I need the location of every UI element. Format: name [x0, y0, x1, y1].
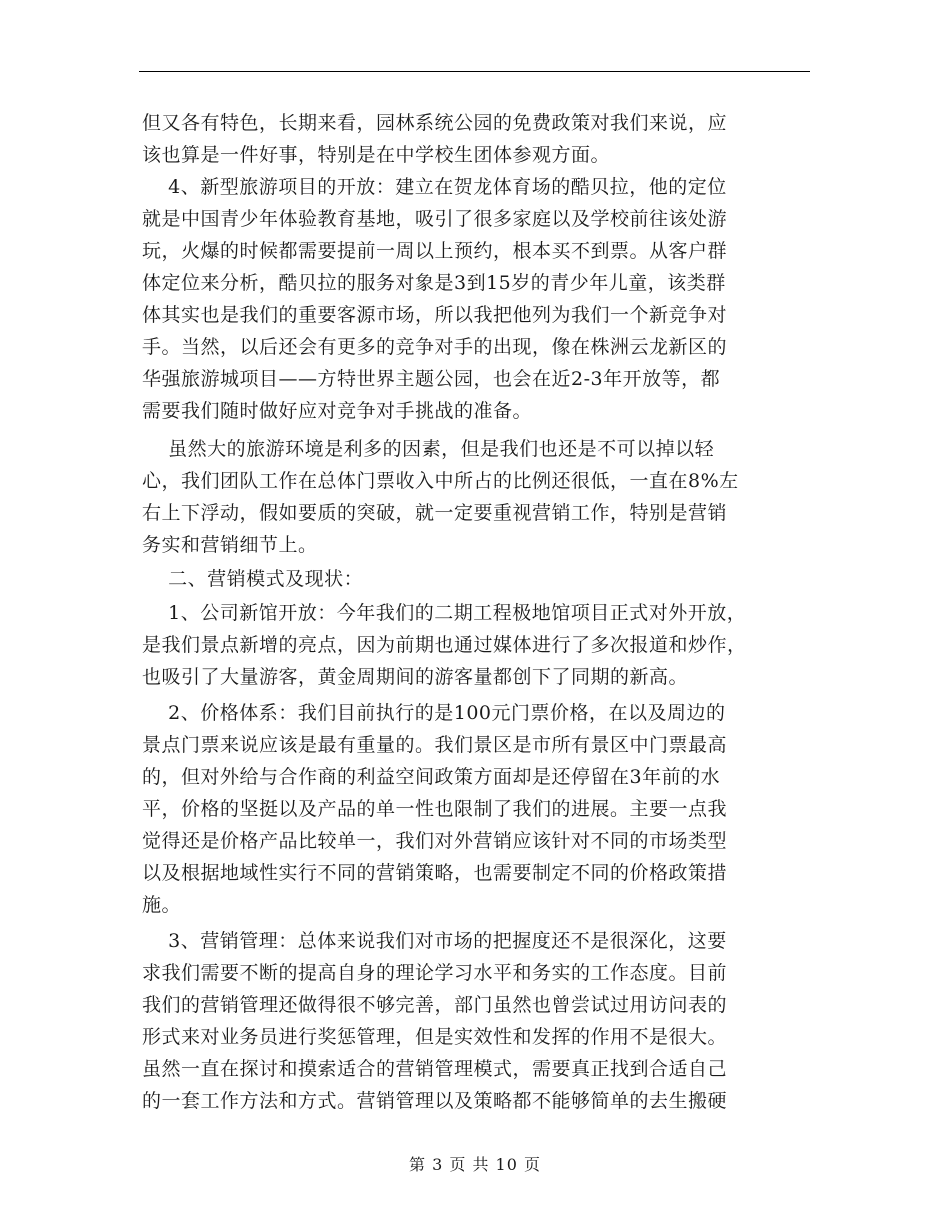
body-line: 就是中国青少年体验教育基地，吸引了很多家庭以及学校前往该处游 — [142, 208, 728, 230]
body-line: 务实和营销细节上。 — [142, 534, 318, 556]
body-line: 景点门票来说应该是最有重量的。我们景区是市所有景区中门票最高 — [142, 734, 728, 756]
section-heading: 二、营销模式及现状： — [142, 568, 364, 590]
body-line: 的，但对外给与合作商的利益空间政策方面却是还停留在3年前的水 — [142, 766, 721, 788]
body-line: 该也算是一件好事，特别是在中学校生团体参观方面。 — [142, 144, 611, 166]
body-line: 觉得还是价格产品比较单一，我们对外营销应该针对不同的市场类型 — [142, 830, 728, 852]
header-rule — [139, 71, 810, 72]
body-line: 也吸引了大量游客，黄金周期间的游客量都创下了同期的新高。 — [142, 666, 689, 688]
body-line: 华强旅游城项目——方特世界主题公园，也会在近2-3年开放等，都 — [142, 368, 721, 390]
body-line: 玩，火爆的时候都需要提前一周以上预约，根本买不到票。从客户群 — [142, 240, 728, 262]
body-line: 施。 — [142, 894, 182, 916]
body-line: 体其实也是我们的重要客源市场，所以我把他列为我们一个新竞争对 — [142, 304, 728, 326]
page-number: 第 3 页 共 10 页 — [409, 1155, 541, 1174]
body-line: 2、价格体系：我们目前执行的是100元门票价格，在以及周边的 — [142, 702, 726, 724]
body-line: 虽然一直在探讨和摸索适合的营销管理模式，需要真正找到合适自己 — [142, 1058, 728, 1080]
body-line: 体定位来分析，酷贝拉的服务对象是3到15岁的青少年儿童，该类群 — [142, 272, 726, 294]
body-line: 形式来对业务员进行奖惩管理，但是实效性和发挥的作用不是很大。 — [142, 1026, 728, 1048]
body-line: 需要我们随时做好应对竞争对手挑战的准备。 — [142, 400, 533, 422]
body-line: 的一套工作方法和方式。营销管理以及策略都不能够简单的去生搬硬 — [142, 1090, 728, 1112]
body-line: 平，价格的坚挺以及产品的单一性也限制了我们的进展。主要一点我 — [142, 798, 728, 820]
body-line: 但又各有特色，长期来看，园林系统公园的免费政策对我们来说，应 — [142, 112, 728, 134]
body-line: 手。当然，以后还会有更多的竞争对手的出现，像在株洲云龙新区的 — [142, 336, 728, 358]
body-line: 心，我们团队工作在总体门票收入中所占的比例还很低，一直在8%左 — [142, 470, 739, 492]
body-line: 1、公司新馆开放：今年我们的二期工程极地馆项目正式对外开放， — [142, 602, 747, 624]
body-line: 3、营销管理：总体来说我们对市场的把握度还不是很深化，这要 — [142, 930, 727, 952]
body-line: 4、新型旅游项目的开放：建立在贺龙体育场的酷贝拉，他的定位 — [142, 176, 727, 198]
body-line: 右上下浮动，假如要质的突破，就一定要重视营销工作，特别是营销 — [142, 502, 728, 524]
body-line: 求我们需要不断的提高自身的理论学习水平和务实的工作态度。目前 — [142, 962, 728, 984]
body-line: 虽然大的旅游环境是利多的因素，但是我们也还是不可以掉以轻 — [142, 438, 715, 460]
body-line: 是我们景点新增的亮点，因为前期也通过媒体进行了多次报道和炒作， — [142, 634, 747, 656]
body-line: 我们的营销管理还做得很不够完善，部门虽然也曾尝试过用访问表的 — [142, 994, 728, 1016]
body-line: 以及根据地域性实行不同的营销策略，也需要制定不同的价格政策措 — [142, 862, 728, 884]
